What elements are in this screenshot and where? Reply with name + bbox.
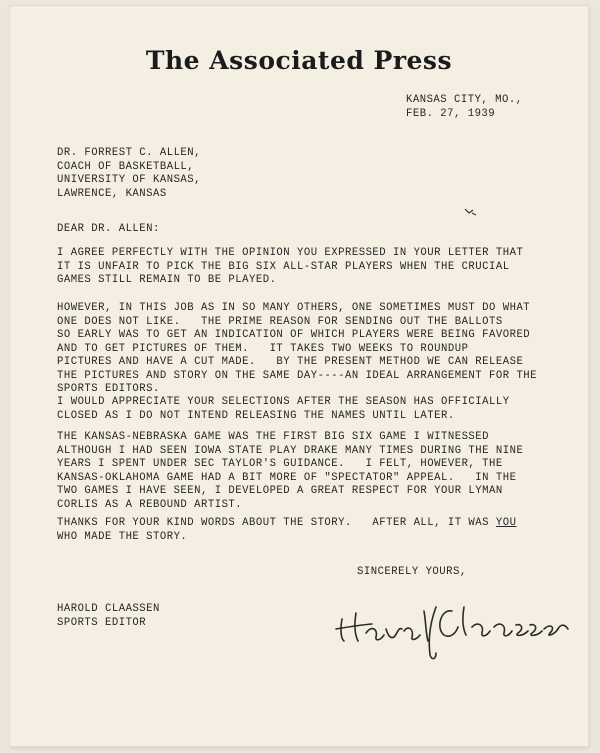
signer-name: HAROLD CLAASSEN: [57, 603, 160, 615]
text-line: HOWEVER, IN THIS JOB AS IN SO MANY OTHERS, ONE SOMETIMES MUST DO WHAT: [57, 302, 531, 314]
text-line: PICTURES AND HAVE A CUT MADE. BY THE PRESENT METHOD WE CAN RELEASE: [57, 356, 524, 368]
text-line: YEARS I SPENT UNDER SEC TAYLOR'S GUIDANCE. I FELT, HOWEVER, THE: [57, 458, 503, 470]
text-line: WHO MADE THE STORY.: [57, 530, 188, 543]
body-paragraph-4: [57, 431, 523, 512]
text-line: IT IS UNFAIR TO PICK THE BIG SIX ALL-STAR PLAYERS WHEN THE CRUCIAL: [57, 260, 510, 273]
letter-page: [10, 6, 588, 746]
dateline: [406, 94, 523, 121]
address-line: UNIVERSITY OF KANSAS,: [57, 174, 202, 186]
text-line: KANSAS-OKLAHOMA GAME HAD A BIT MORE OF "SPECTATOR" APPEAL. IN THE: [57, 471, 517, 484]
address-line: COACH OF BASKETBALL,: [57, 160, 195, 173]
complimentary-close: SINCERELY YOURS,: [357, 566, 467, 578]
text-line: ONE DOES NOT LIKE. THE PRIME REASON FOR SENDING OUT THE BALLOTS: [57, 315, 503, 328]
signature-block: [57, 603, 160, 630]
text-line: SO EARLY WAS TO GET AN INDICATION OF WHICH PLAYERS WERE BEING FAVORED: [57, 329, 531, 341]
letterhead-masthead: The Associated Press: [145, 46, 453, 75]
body-paragraph-1: [57, 247, 523, 288]
text-line: TWO GAMES I HAVE SEEN, I DEVELOPED A GREAT RESPECT FOR YOUR LYMAN: [57, 485, 503, 497]
handwritten-signature: [332, 589, 572, 665]
inside-address: [57, 147, 201, 201]
text-line: CORLIS AS A REBOUND ARTIST.: [57, 498, 243, 511]
text-line: AND TO GET PICTURES OF THEM. IT TAKES TWO WEEKS TO ROUNDUP: [57, 342, 469, 355]
text-line: THE KANSAS-NEBRASKA GAME WAS THE FIRST BIG SIX GAME I WITNESSED: [57, 431, 490, 443]
address-line: LAWRENCE, KANSAS: [57, 187, 167, 200]
body-paragraph-5: [57, 517, 516, 544]
salutation: DEAR DR. ALLEN:: [57, 223, 160, 235]
dateline-city: KANSAS CITY, MO.,: [406, 94, 523, 106]
text-line: THE PICTURES AND STORY ON THE SAME DAY----AN IDEAL ARRANGEMENT FOR THE: [57, 369, 538, 382]
dateline-date: FEB. 27, 1939: [406, 107, 496, 120]
address-line: DR. FORREST C. ALLEN,: [57, 147, 202, 159]
body-paragraph-3: [57, 396, 510, 423]
signer-title: SPORTS EDITOR: [57, 616, 147, 629]
body-paragraph-2: [57, 302, 537, 397]
text-line: I WOULD APPRECIATE YOUR SELECTIONS AFTER THE SEASON HAS OFFICIALLY: [57, 396, 510, 408]
text-line: ALTHOUGH I HAD SEEN IOWA STATE PLAY DRAKE MANY TIMES DURING THE NINE: [57, 444, 524, 457]
text-line: GAMES STILL REMAIN TO BE PLAYED.: [57, 274, 277, 286]
text-line: SPORTS EDITORS.: [57, 383, 160, 395]
underlined-word: YOU: [495, 517, 517, 529]
text-line: THANKS FOR YOUR KIND WORDS ABOUT THE STORY. AFTER ALL, IT WAS: [57, 517, 496, 529]
pencil-mark-icon: [464, 206, 478, 218]
text-line: I AGREE PERFECTLY WITH THE OPINION YOU EXPRESSED IN YOUR LETTER THAT: [57, 247, 524, 259]
text-line: CLOSED AS I DO NOT INTEND RELEASING THE NAMES UNTIL LATER.: [57, 409, 455, 422]
